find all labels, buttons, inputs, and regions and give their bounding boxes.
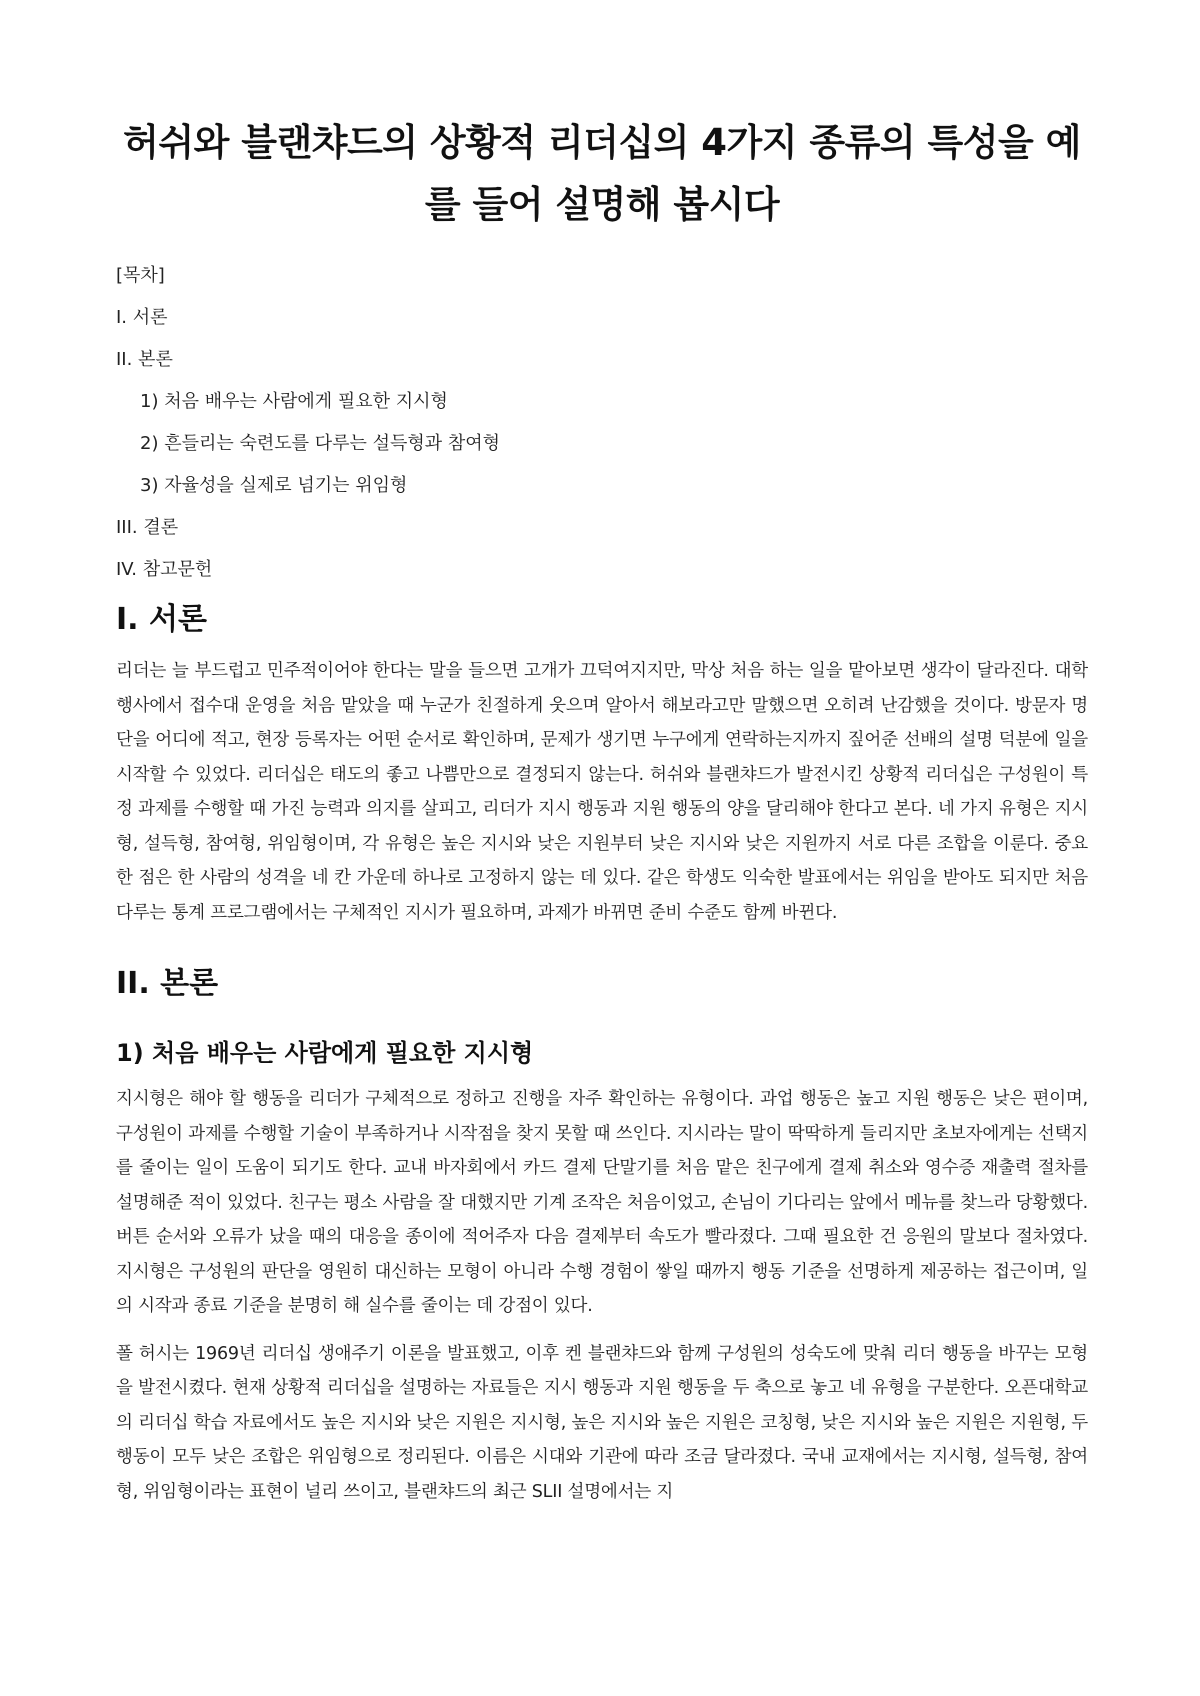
toc-item-body-3: 3) 자율성을 실제로 넘기는 위임형 — [140, 475, 408, 496]
toc-item-body-2: 2) 흔들리는 숙련도를 다루는 설득형과 참여형 — [140, 433, 501, 454]
toc-item-conclusion: III. 결론 — [116, 517, 179, 538]
document-title: 허쉬와 블랜챠드의 상황적 리더십의 4가지 종류의 특성을 예를 들어 설명해 봅시다 — [123, 121, 1081, 226]
toc-item-body-1: 1) 처음 배우는 사람에게 필요한 지시형 — [140, 391, 448, 412]
toc-item-references: IV. 참고문헌 — [116, 559, 213, 580]
body-paragraph: 지시형은 해야 할 행동을 리더가 구체적으로 정하고 진행을 자주 확인하는 유형이다. 과업 행동은 높고 지원 행동은 낮은 편이며, 구성원이 과제를 수행할 기술이 부족하거나 시작점을 찾지 못할 때 쓰인다. 지시라는 말이 딱딱하게 들리지만 초보자에게는 선택지를 줄이는 일이 도움이 되기도 한다. 교내 바자회에서 카드 결제 단말기를 처음 맡은 친구에게 결제 취소와 영수증 재출력 절차를 설명해준 적이 있었다. 친구는 평소 사람을 잘 대했지만 기계 조작은 처음이었고, 손님이 기다리는 앞에서 메뉴를 찾느라 당황했다. 버튼 순서와 오류가 났을 때의 대응을 종이에 적어주자 다음 결제부터 속도가 빨라졌다. 그때 필요한 건 응원의 말보다 절차였다. 지시형은 구성원의 판단을 영원히 대신하는 모형이 아니라 수행 경험이 쌓일 때까지 행동 기준을 선명하게 제공하는 접근이며, 일의 시작과 종료 기준을 분명히 해 실수를 줄이는 데 강점이 있다. — [116, 1089, 1088, 1316]
intro-paragraph: 리더는 늘 부드럽고 민주적이어야 한다는 말을 들으면 고개가 끄덕여지지만, 막상 처음 하는 일을 맡아보면 생각이 달라진다. 대학 행사에서 접수대 운영을 처음 맡았을 때 누군가 친절하게 웃으며 알아서 해보라고만 말했으면 오히려 난감했을 것이다. 방문자 명단을 어디에 적고, 현장 등록자는 어떤 순서로 확인하며, 문제가 생기면 누구에게 연락하는지까지 짚어준 선배의 설명 덕분에 일을 시작할 수 있었다. 리더십은 태도의 좋고 나쁨만으로 결정되지 않는다. 허쉬와 블랜챠드가 발전시킨 상황적 리더십은 구성원이 특정 과제를 수행할 때 가진 능력과 의지를 살피고, 리더가 지시 행동과 지원 행동의 양을 달리해야 한다고 본다. 네 가지 유형은 지시형, 설득형, 참여형, 위임형이며, 각 유형은 높은 지시와 낮은 지원부터 낮은 지시와 낮은 지원까지 서로 다른 조합을 이룬다. 중요한 점은 한 사람의 성격을 네 칸 가운데 하나로 고정하지 않는 데 있다. 같은 학생도 익숙한 발표에서는 위임을 받아도 되지만 처음 다루는 통계 프로그램에서는 구체적인 지시가 필요하며, 과제가 바뀌면 준비 수준도 함께 바뀐다. — [116, 661, 1088, 923]
section-body — [116, 964, 1088, 1509]
table-of-contents — [116, 264, 1088, 581]
body-paragraph: 폴 허시는 1969년 리더십 생애주기 이론을 발표했고, 이후 켄 블랜챠드와 함께 구성원의 성숙도에 맞춰 리더 행동을 바꾸는 모형을 발전시켰다. 현재 상황적 리더십을 설명하는 자료들은 지시 행동과 지원 행동을 두 축으로 놓고 네 유형을 구분한다. 오픈대학교의 리더십 학습 자료에서도 높은 지시와 낮은 지원은 지시형, 높은 지시와 높은 지원은 코칭형, 낮은 지시와 높은 지원은 지원형, 두 행동이 모두 낮은 조합은 위임형으로 정리된다. 이름은 시대와 기관에 따라 조금 달라졌다. 국내 교재에서는 지시형, 설득형, 참여형, 위임형이라는 표현이 널리 쓰이고, 블랜챠드의 최근 SLII 설명에서는 지 — [116, 1343, 1088, 1502]
subsection-directive — [116, 1036, 1088, 1509]
subsection-heading-directive: 1) 처음 배우는 사람에게 필요한 지시형 — [116, 1039, 534, 1067]
toc-item-intro: I. 서론 — [116, 307, 168, 328]
section-heading-intro: I. 서론 — [116, 602, 207, 637]
section-intro — [116, 600, 1088, 930]
section-heading-body: II. 본론 — [116, 966, 219, 1001]
toc-heading: [목차] — [116, 265, 165, 286]
toc-item-body: II. 본론 — [116, 349, 173, 370]
